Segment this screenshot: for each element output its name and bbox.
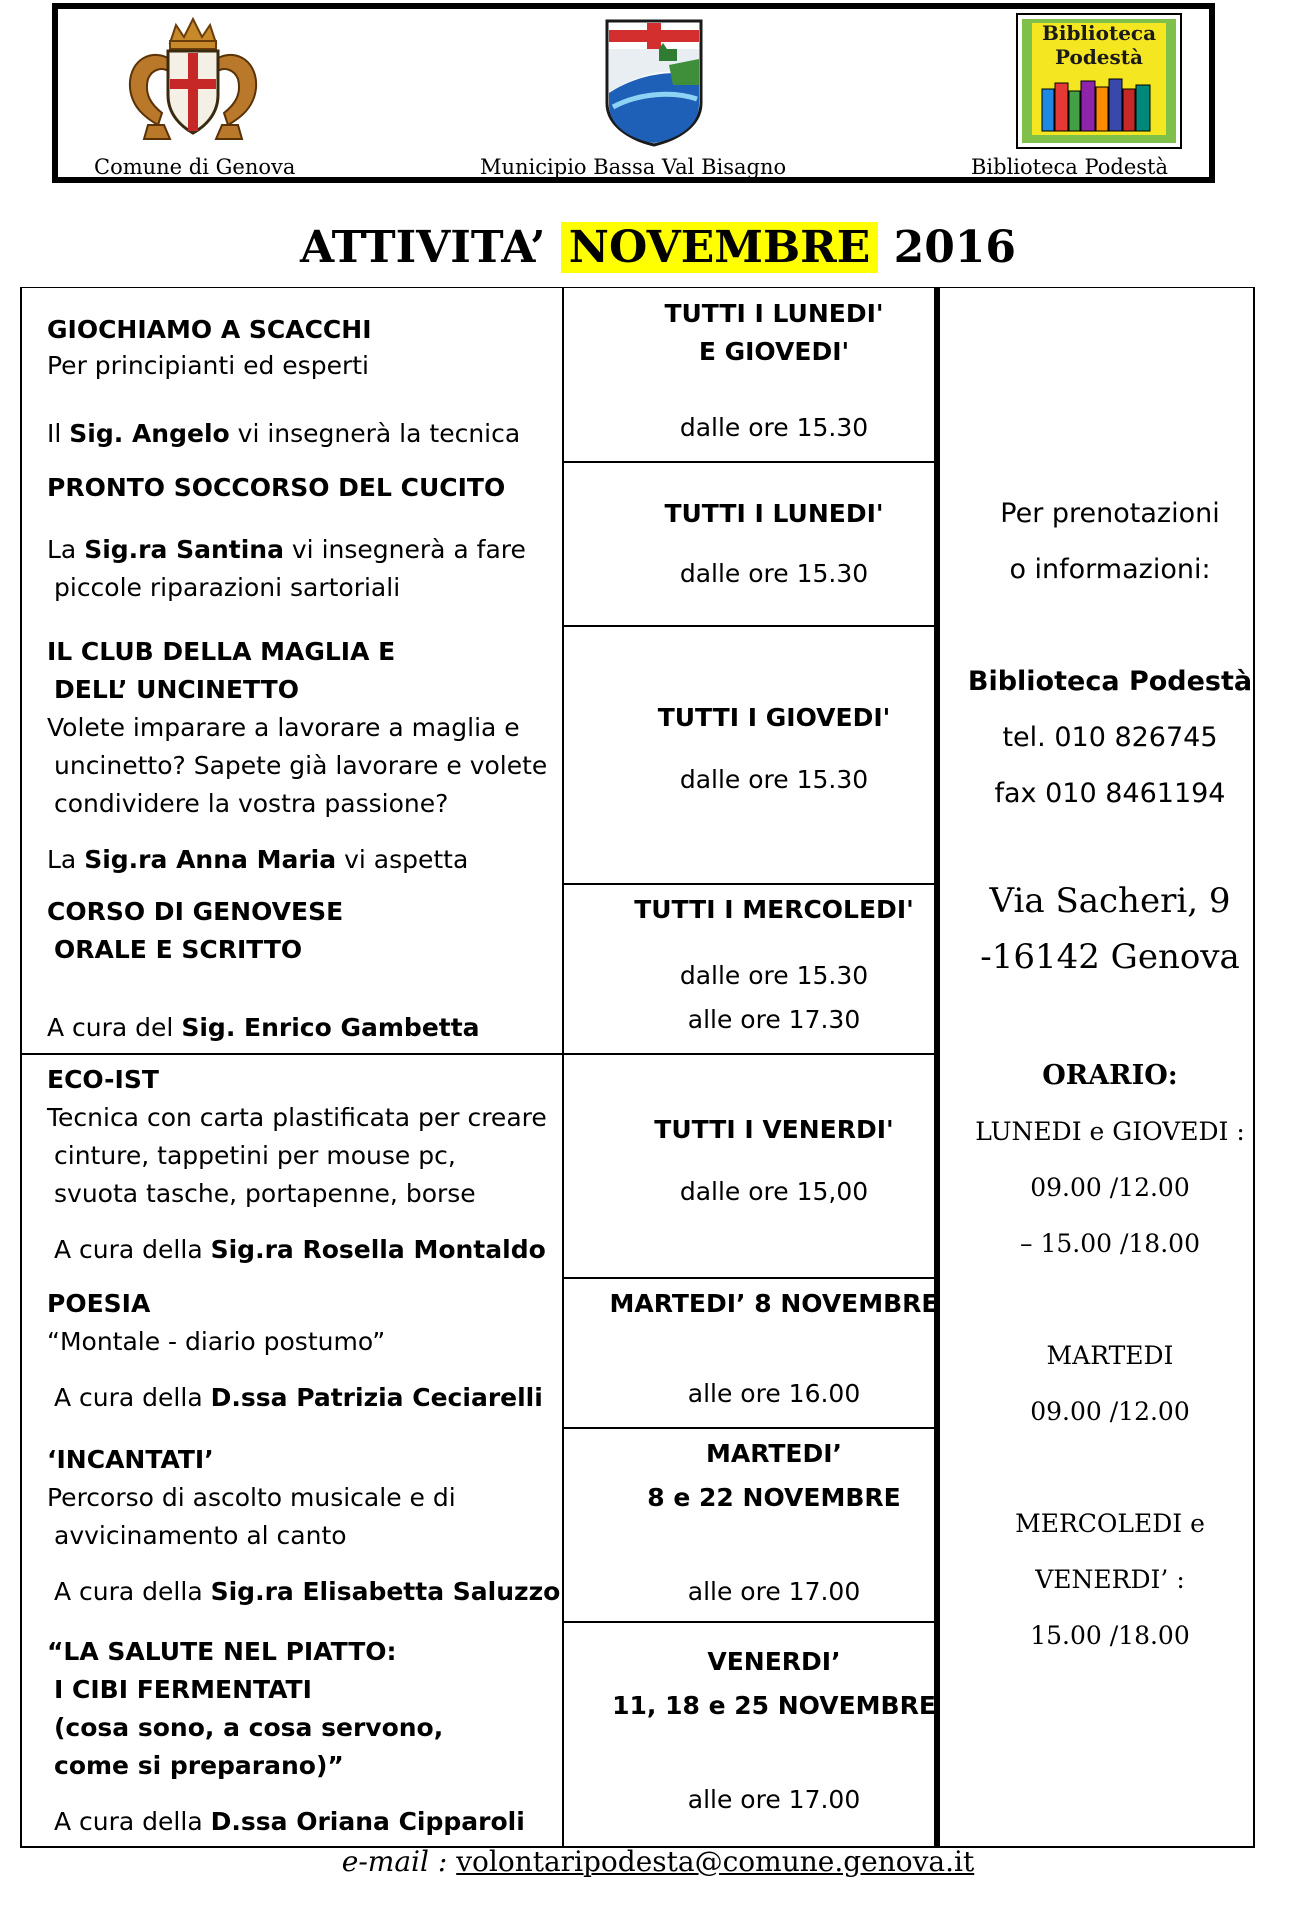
activity-desc-poesia: “Montale - diario postumo” — [47, 1327, 386, 1356]
activity-name-cucito: PRONTO SOCCORSO DEL CUCITO — [47, 473, 506, 502]
table-left-border — [20, 287, 22, 1848]
activity-desc-cucito: piccole riparazioni sartoriali — [54, 573, 401, 602]
schedule-days-maglia: TUTTI I GIOVEDI' — [657, 703, 891, 732]
schedule-days-scacchi-2: E GIOVEDI' — [698, 337, 850, 366]
schedule-days-incantati: MARTEDI’ — [705, 1439, 843, 1468]
title-prefix: ATTIVITA’ — [299, 222, 546, 273]
activity-desc-maglia-3: condividere la vostra passione? — [54, 789, 449, 818]
info-hours-mon-thu-pm: – 15.00 /18.00 — [1020, 1229, 1200, 1258]
schedule-days-salute: VENERDI’ — [707, 1647, 841, 1676]
info-hours-mon-thu: LUNEDI e GIOVEDI : — [975, 1117, 1245, 1146]
schedule-time-incantati: alle ore 17.00 — [687, 1577, 861, 1606]
schedule-days-genovese: TUTTI I MERCOLEDI' — [634, 895, 914, 924]
title-year: 2016 — [893, 222, 1017, 273]
activity-name-scacchi: GIOCHIAMO A SCACCHI — [47, 315, 372, 344]
activity-desc-maglia-2: uncinetto? Sapete già lavorare e volete — [54, 751, 548, 780]
info-hours-title: ORARIO: — [1042, 1060, 1178, 1091]
activity-desc-scacchi: Per principianti ed esperti — [47, 351, 369, 380]
schedule-time-ecoist: dalle ore 15,00 — [679, 1177, 869, 1206]
info-hours-wed-fri: MERCOLEDI e — [1015, 1509, 1205, 1538]
info-hours-wed-fri-time: 15.00 /18.00 — [1030, 1621, 1190, 1650]
activity-desc-incantati-1: Percorso di ascolto musicale e di — [47, 1483, 456, 1512]
activity-column-divider — [562, 287, 564, 1848]
activity-name-salute-3: (cosa sono, a cosa servono, — [54, 1713, 444, 1742]
activity-credit-salute: A cura della D.ssa Oriana Cipparoli — [54, 1807, 525, 1836]
schedule-time-genovese: dalle ore 15.30 — [679, 961, 869, 990]
info-bookings-label-2: o informazioni: — [1009, 554, 1211, 585]
row-separator — [562, 625, 936, 627]
schedule-days-scacchi: TUTTI I LUNEDI' — [664, 299, 884, 328]
logo-title-line-1: Biblioteca — [1041, 21, 1157, 45]
activity-credit-incantati: A cura della Sig.ra Elisabetta Saluzzo — [54, 1577, 561, 1606]
activity-name-salute-2: I CIBI FERMENTATI — [54, 1675, 312, 1704]
activity-name-ecoist: ECO-IST — [47, 1065, 159, 1094]
activity-credit-ecoist: A cura della Sig.ra Rosella Montaldo — [54, 1235, 546, 1264]
activity-name-poesia: POESIA — [47, 1289, 151, 1318]
table-top-border — [20, 287, 1255, 288]
activity-name-maglia: IL CLUB DELLA MAGLIA E — [47, 637, 396, 666]
activity-desc-ecoist-3: svuota tasche, portapenne, borse — [54, 1179, 476, 1208]
info-phone: tel. 010 826745 — [1002, 722, 1218, 753]
activity-name-incantati: ‘INCANTATI’ — [47, 1445, 214, 1474]
caption-comune-genova: Comune di Genova — [94, 155, 296, 179]
activity-credit-scacchi: Il Sig. Angelo vi insegnerà la tecnica — [47, 419, 521, 448]
row-separator — [562, 883, 936, 885]
schedule-time-salute: alle ore 17.00 — [687, 1785, 861, 1814]
activity-name-salute-4: come si preparano)” — [54, 1751, 344, 1780]
title-month: NOVEMBRE — [561, 222, 878, 273]
header-box — [52, 3, 1215, 183]
schedule-days-salute-2: 11, 18 e 25 NOVEMBRE — [612, 1691, 936, 1720]
activity-desc-ecoist-2: cinture, tappetini per mouse pc, — [54, 1141, 456, 1170]
activity-desc-maglia-1: Volete imparare a lavorare a maglia e — [47, 713, 520, 742]
activity-credit-maglia: La Sig.ra Anna Maria vi aspetta — [47, 845, 469, 874]
activity-name-genovese: CORSO DI GENOVESE — [47, 897, 344, 926]
logo-title — [1018, 21, 1180, 69]
row-separator — [562, 461, 936, 463]
info-fax: fax 010 8461194 — [994, 778, 1226, 809]
row-separator — [562, 1621, 936, 1623]
email-link[interactable]: volontaripodesta@comune.genova.it — [456, 1845, 975, 1878]
row-separator — [562, 1427, 936, 1429]
info-address-city: -16142 Genova — [980, 937, 1240, 977]
activity-credit-cucito: La Sig.ra Santina vi insegnerà a fare — [47, 535, 526, 564]
info-library-name: Biblioteca Podestà — [967, 666, 1253, 697]
schedule-time-scacchi: dalle ore 15.30 — [679, 413, 869, 442]
schedule-days-poesia: MARTEDI’ 8 NOVEMBRE — [609, 1289, 939, 1318]
schedule-time-cucito: dalle ore 15.30 — [679, 559, 869, 588]
info-hours-wed-fri-2: VENERDI’ : — [1035, 1565, 1185, 1594]
caption-municipio: Municipio Bassa Val Bisagno — [480, 155, 787, 179]
activity-desc-incantati-2: avvicinamento al canto — [54, 1521, 347, 1550]
schedule-days-incantati-2: 8 e 22 NOVEMBRE — [647, 1483, 901, 1512]
schedule-days-cucito: TUTTI I LUNEDI' — [664, 499, 884, 528]
municipio-bisagno-shield-icon — [599, 15, 709, 150]
info-bookings-label: Per prenotazioni — [1000, 498, 1220, 529]
comune-genova-coat-of-arms-icon — [118, 13, 268, 148]
activity-desc-ecoist-1: Tecnica con carta plastificata per creare — [47, 1103, 547, 1132]
info-hours-tue-time: 09.00 /12.00 — [1030, 1397, 1190, 1426]
footer-email — [0, 1840, 1316, 1884]
activity-credit-poesia: A cura della D.ssa Patrizia Ceciarelli — [54, 1383, 543, 1412]
info-hours-tue: MARTEDI — [1046, 1341, 1174, 1370]
activity-credit-genovese: A cura del Sig. Enrico Gambetta — [47, 1013, 480, 1042]
email-label: e-mail : — [341, 1845, 448, 1878]
activity-name-genovese-2: ORALE E SCRITTO — [54, 935, 303, 964]
info-hours-mon-thu-am: 09.00 /12.00 — [1030, 1173, 1190, 1202]
schedule-time-genovese-2: alle ore 17.30 — [687, 1005, 861, 1034]
info-address-street: Via Sacheri, 9 — [989, 881, 1231, 921]
caption-biblioteca: Biblioteca Podestà — [971, 155, 1169, 179]
books-icon — [1038, 77, 1160, 133]
logo-title-line-2: Podestà — [1054, 45, 1143, 69]
schedule-time-maglia: dalle ore 15.30 — [679, 765, 869, 794]
schedule-days-ecoist: TUTTI I VENERDI' — [654, 1115, 894, 1144]
activity-name-salute: “LA SALUTE NEL PIATTO: — [47, 1637, 397, 1666]
biblioteca-podesta-logo — [1016, 13, 1182, 149]
row-separator — [562, 1277, 936, 1279]
activity-name-maglia-2: DELL’ UNCINETTO — [54, 675, 299, 704]
activities-table — [20, 287, 1255, 1848]
row-separator — [20, 1053, 936, 1055]
page-title — [0, 218, 1316, 278]
schedule-time-poesia: alle ore 16.00 — [687, 1379, 861, 1408]
